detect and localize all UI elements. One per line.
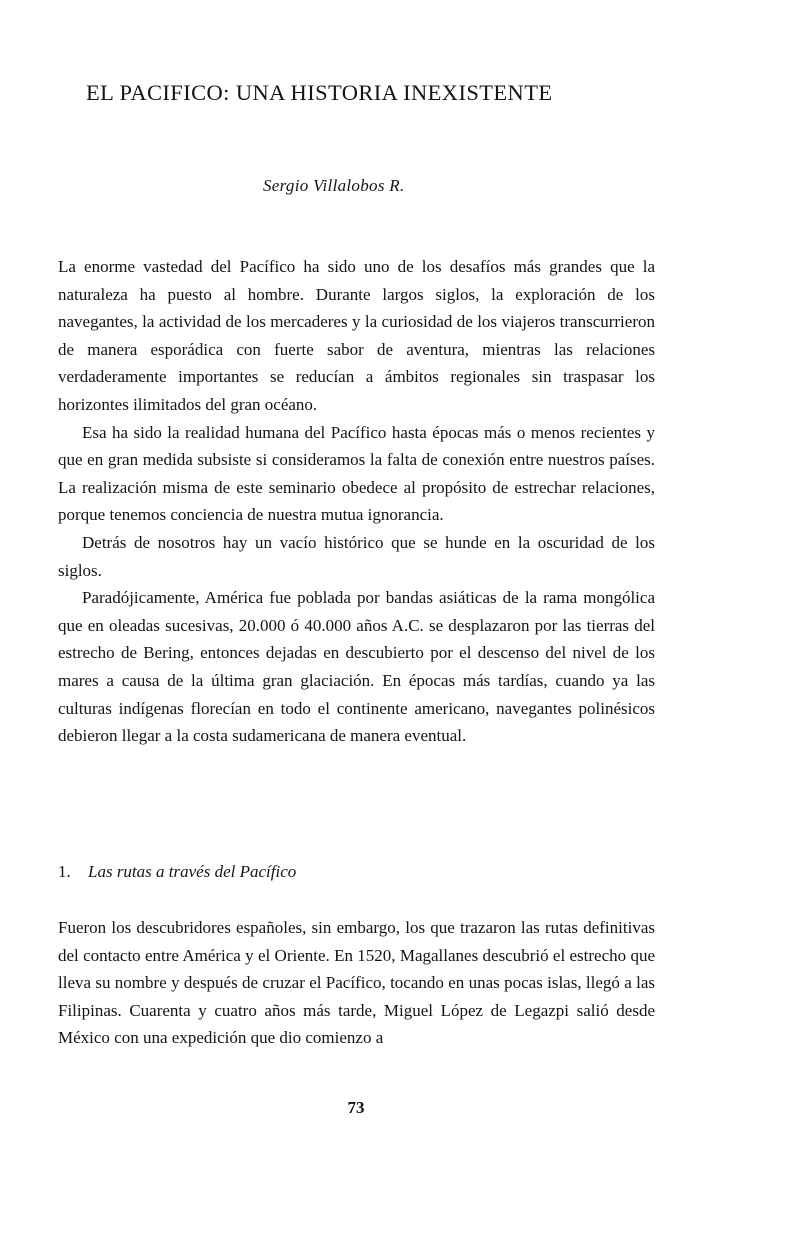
article-title: EL PACIFICO: UNA HISTORIA INEXISTENTE [86,80,553,105]
article-author: Sergio Villalobos R. [263,176,405,195]
section-text-block [58,914,655,1052]
body-paragraph: Paradójicamente, América fue poblada por bandas asiáticas de la rama mongólica que en oleadas sucesivas, 20.000 ó 40.000 años A.C. se desplazaron por las tierras del estrecho de Bering, entonces dejadas en descubierto por el descenso del nivel de los mares a causa de la última gran glaciación. En épocas más tardías, cuando ya las culturas indígenas florecían en todo el continente americano, navegantes polinésicos debieron llegar a la costa sudamericana de manera eventual. [58,588,655,746]
section-number: 1. [58,862,71,881]
page-number: 73 [347,1098,365,1117]
section-title: Las rutas a través del Pacífico [88,862,297,881]
body-paragraph: Detrás de nosotros hay un vacío histórico que se hunde en la oscuridad de los siglos. [58,532,655,580]
body-paragraph: Fueron los descubridores españoles, sin embargo, los que trazaron las rutas definitivas del contacto entre América y el Oriente. En 1520, Magallanes descubrió el estrecho que lleva su nombre y después de cruzar el Pacífico, tocando en unas pocas islas, llegó a las Filipinas. Cuarenta y cuatro años más tarde, Miguel López de Legazpi salió desde México con una expedición que dio comienzo a [58,918,655,1048]
section-heading [58,862,296,882]
body-paragraph: La enorme vastedad del Pacífico ha sido uno de los desafíos más grandes que la naturaleza ha puesto al hombre. Durante largos siglos, la exploración de los navegantes, la actividad de los mercaderes y la curiosidad de los viajeros transcurrieron de manera esporádica con fuerte sabor de aventura, mientras las relaciones verdaderamente importantes se reducían a ámbitos regionales sin traspasar los horizontes ilimitados del gran océano. [58,257,655,414]
intro-text-block [58,253,655,750]
body-paragraph: Esa ha sido la realidad humana del Pacífico hasta épocas más o menos recientes y que en gran medida subsiste si consideramos la falta de conexión entre nuestros países. La realización misma de este seminario obedece al propósito de estrechar relaciones, porque tenemos conciencia de nuestra mutua ignorancia. [58,422,655,525]
